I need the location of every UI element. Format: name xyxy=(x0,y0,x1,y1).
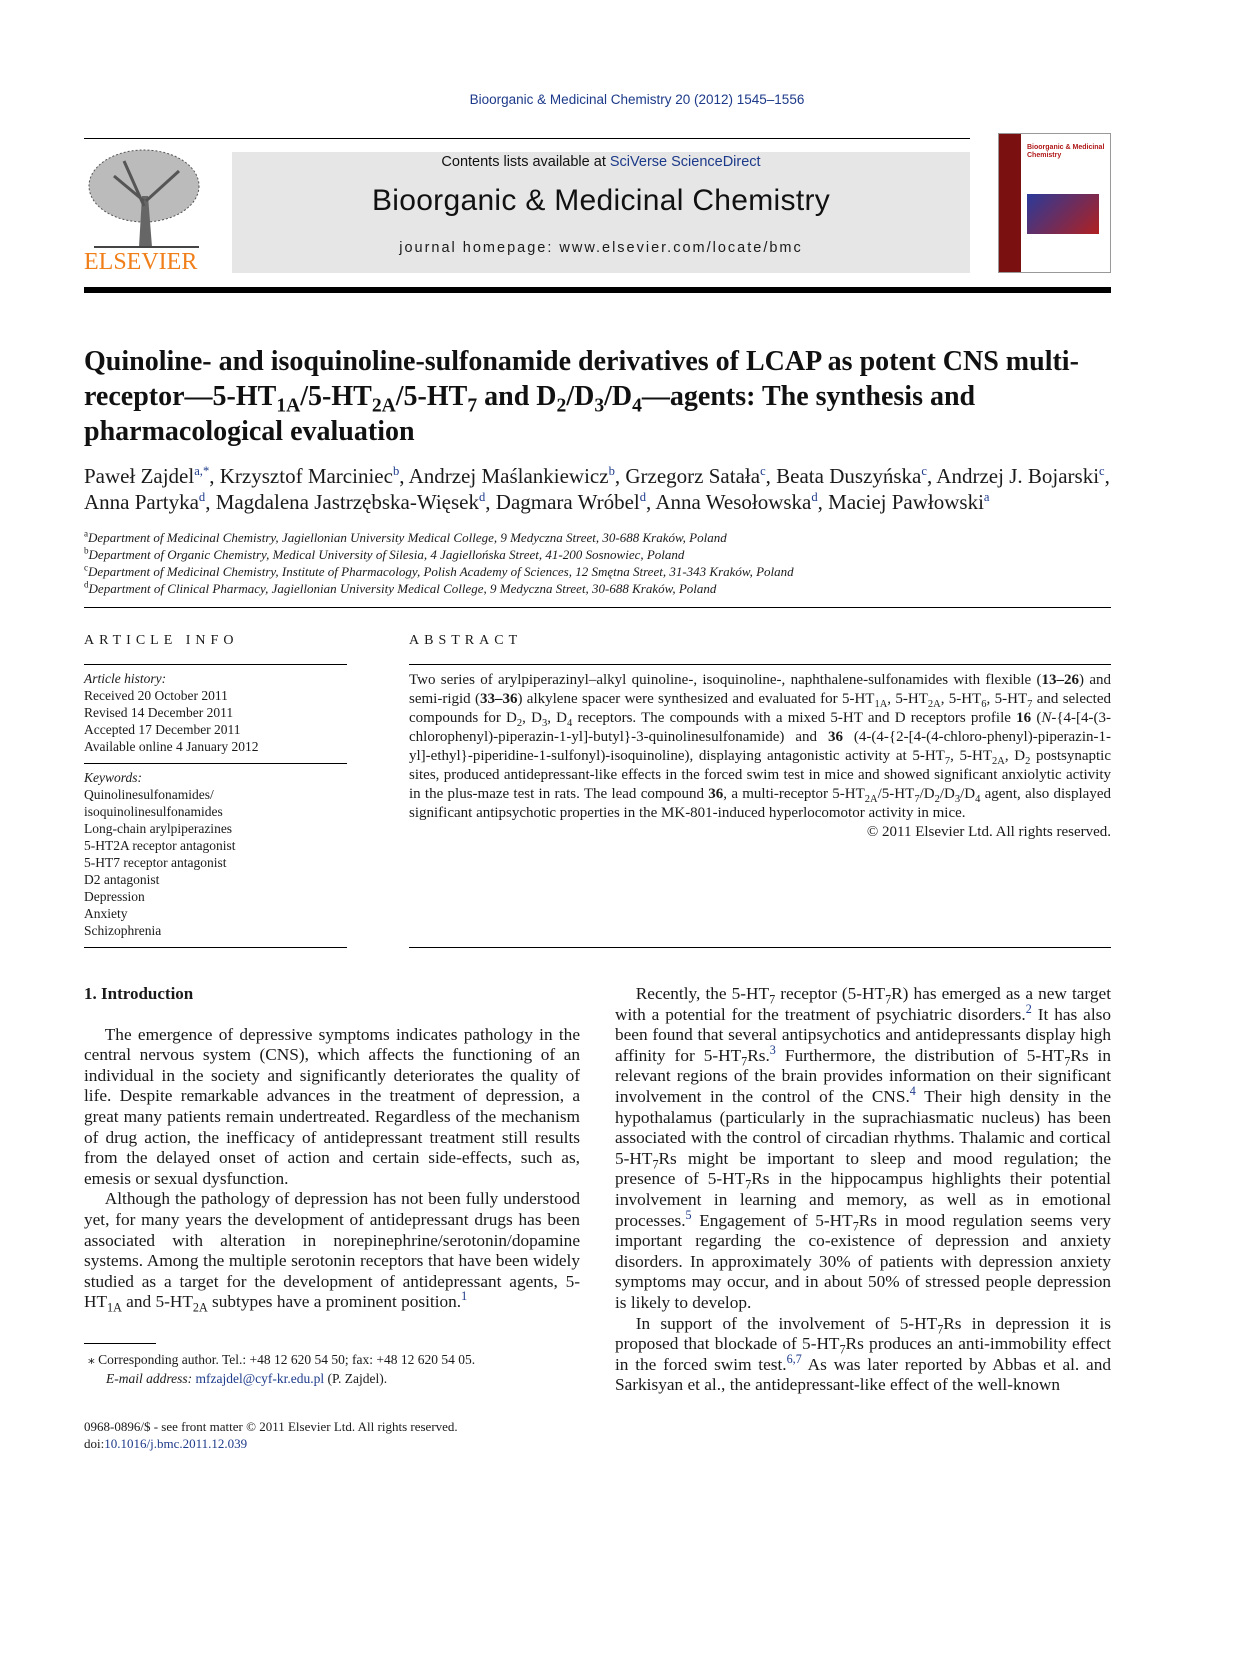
corresponding-author: ⁎ Corresponding author. Tel.: +48 12 620 54 50; fax: +48 12 620 54 05. xyxy=(88,1351,476,1367)
issn: 0968-0896/$ - see front matter © 2011 Elsevier Ltd. All rights reserved. xyxy=(84,1418,458,1434)
journal-title: Bioorganic & Medicinal Chemistry xyxy=(371,184,831,217)
abstract-heading: ABSTRACT xyxy=(409,633,523,648)
article-history: Article history: Received 20 October 2011 Revised 14 December 2011 Accepted 17 December 2011 Available online 4 January 2012 xyxy=(84,671,259,754)
body-left-column xyxy=(84,984,580,1452)
publisher-name: ELSEVIER xyxy=(84,249,198,275)
author-list: Paweł Zajdel$^{a,*}$, Krzysztof Marciniec$^b$, Andrzej Maślankiewicz$^b$, Grzegorz Satała$^c$, Beata Duszyńska$^c$, Andrzej J. Bojarski$^c$, Anna Partyka$^d$, Magdalena Jastrzębska-Więsek$^d$, Dagmara Wróbel$^d$, Anna Wesołowska$^d$, Maciej Pawłowski$^a$ xyxy=(84,464,1110,514)
cover-image xyxy=(1027,194,1099,234)
article-content xyxy=(84,344,1111,1452)
copyright: © 2011 Elsevier Ltd. All rights reserved. xyxy=(866,824,1111,840)
divider xyxy=(84,607,1111,608)
elsevier-logo[interactable] xyxy=(84,146,204,276)
abstract-section xyxy=(409,632,1111,948)
article-body xyxy=(84,984,1111,1452)
divider xyxy=(84,138,970,139)
footnote: ⁎ Corresponding author. Tel.: +48 12 620 54 50; fax: +48 12 620 54 05. E-mail address: mfzajdel@cyf-kr.edu.pl (P. Zajdel). xyxy=(84,1350,580,1388)
journal-reference[interactable]: Bioorganic & Medicinal Chemistry 20 (2012) 1545–1556 xyxy=(469,92,805,107)
affiliation-d: $^d$Department of Clinical Pharmacy, Jagiellonian University Medical College, 9 Medyczna Street, 30-688 Kraków, Poland xyxy=(84,579,717,596)
keywords: Keywords: Quinolinesulfonamides/ isoquinolinesulfonamides Long-chain arylpiperazines 5-HT2A receptor antagonist 5-HT7 receptor antagonist D2 antagonist Depression Anxiety Schizophrenia xyxy=(84,770,236,938)
section-heading: 1. Introduction xyxy=(84,984,194,1003)
article-info-heading: ARTICLE INFO xyxy=(84,633,239,648)
abstract xyxy=(409,665,1111,842)
affiliation-a: $^a$Department of Medicinal Chemistry, Jagiellonian University Medical College, 9 Medyczna Street, 30-688 Kraków, Poland xyxy=(84,528,727,545)
paragraph: In support of the involvement of $5-HT_7Rs$ in depression it is proposed that blockade of $5-HT_7Rs$ produces an anti-immobility effect in the forced swim test.$^{6,7}$ As was later reported by Abbas et al. and Sarkisyan et al., the antidepressant-like effect of the well-known xyxy=(615,1313,1112,1395)
tree-logo-icon xyxy=(84,146,204,250)
cover-title: Bioorganic & Medicinal Chemistry xyxy=(1027,144,1105,159)
bottom-info: 0968-0896/$ - see front matter © 2011 Elsevier Ltd. All rights reserved. doi:10.1016/j.bmc.2011.12.039 xyxy=(84,1418,580,1452)
info-row xyxy=(84,632,1111,948)
spacer xyxy=(409,842,1111,947)
article-title: Quinoline- and isoquinoline-sulfonamide derivatives of LCAP as potent CNS multi-$receptor—5-HT_{1A}/5-HT_{2A}/5-HT_7$ and $D_2/D_3/D_4—agents$: The synthesis and pharmacological evaluation xyxy=(84,346,1079,447)
affiliation-b: $^b$Department of Organic Chemistry, Medical University of Silesia, 4 Jagiellońska Street, 41-200 Sosnowiec, Poland xyxy=(84,545,685,562)
divider xyxy=(84,947,347,948)
paragraph: Although the pathology of depression has not been fully understood yet, for many years the development of antidepressant drugs has been associated with alteration in norepinephrine/serotonin/dopamine systems. Among the multiple serotonin receptors that have been widely studied as a target for the development of antidepressant agents, $5-HT_{1A}$ and $5-HT_{2A}$ subtypes have a prominent position.$^1$ xyxy=(84,1189,580,1315)
header-rule xyxy=(84,287,1111,293)
abstract-text: Two series of arylpiperazinyl–alkyl quinoline-, isoquinoline-, naphthalene-sulfonamides with flexible (13–26) and semi-rigid (33–36) alkylene spacer were synthesized and evaluated for $5-HT_{1A}$, $5-HT_{2A}$, $5-HT_6$, $5-HT_7$ and selected compounds for $D_2$, $D_3$, $D_4$ receptors. The compounds with a mixed 5-HT and D receptors profile 16 (N-{4-[4-(3-chlorophenyl)-piperazin-1-yl]-butyl}-3-quinolinesulfonamide) and 36 (4-(4-{2-[4-(4-chloro-phenyl)-piperazin-1-yl]-ethyl}-piperidine-1-sulfonyl)-isoquinoline), displaying antagonistic activity at $5-HT_7$, $5-HT_{2A}$, $D_2$ postsynaptic sites, produced antidepressant-like effects in the forced swim test in mice and showed significant anxiolytic activity in the plus-maze test in rats. The lead compound 36, a multi-receptor $5-HT_{2A}/5-HT_7/D_2/D_3/D_4$ agent, also displayed significant antipsychotic properties in the MK-801-induced hyperlocomotor activity in mice. xyxy=(409,672,1112,821)
footnote-rule xyxy=(84,1343,156,1344)
article-info xyxy=(84,632,347,948)
cover-spine xyxy=(999,134,1021,272)
journal-homepage[interactable]: journal homepage: www.elsevier.com/locate/bmc xyxy=(399,240,803,256)
journal-banner xyxy=(232,152,970,273)
doi-link[interactable]: 10.1016/j.bmc.2011.12.039 xyxy=(104,1435,248,1451)
email-link[interactable]: mfzajdel@cyf-kr.edu.pl xyxy=(195,1370,325,1386)
journal-cover[interactable] xyxy=(998,133,1111,273)
sciencedirect-link[interactable]: SciVerse ScienceDirect xyxy=(609,154,761,170)
paragraph: Recently, the $5-HT_7$ receptor $(5-HT_7R)$ has emerged as a new target with a potential for the treatment of psychiatric disorders.$^2$ It has also been found that several antipsychotics and antidepressants display high affinity for $5-HT_7Rs.^3$ Furthermore, the distribution of $5-HT_7Rs$ in relevant regions of the brain provides information on their significant involvement in the control of the CNS.$^4$ Their high density in the hypothalamus (particularly in the suprachiasmatic nucleus) has been associated with the control of circadian rhythms. Thalamic and cortical $5-HT_7Rs$ might be important to sleep and mood regulation; the presence of $5-HT_7Rs$ in the hippocampus highlights their potential involvement in learning and memory, as well as in emotional processes.$^5$ Engagement of $5-HT_7Rs$ in mood regulation seems very important regarding the co-existence of depression and anxiety disorders. In approximately 30% of patients with depression anxiety symptoms may occur, and in about 50% of stressed people depression is likely to develop. xyxy=(615,984,1112,1312)
affiliation-c: $^c$Department of Medicinal Chemistry, Institute of Pharmacology, Polish Academy of Sciences, 12 Smętna Street, 31-343 Kraków, Poland xyxy=(84,562,794,579)
contents-text: Contents lists available at xyxy=(441,154,610,170)
body-right-column xyxy=(615,984,1111,1452)
divider xyxy=(409,947,1111,948)
affiliations xyxy=(84,529,1111,597)
paragraph: The emergence of depressive symptoms indicates pathology in the central nervous system (CNS), which affects the functioning of an individual in the society and significantly deteriorates the quality of life. Despite remarkable advances in the treatment of depression, a great many patients remain undertreated. Regardless of the mechanism of drug action, the inefficacy of antidepressant treatment still results from the delayed onset of action and certain side-effects, such as, emesis or sexual dysfunction. xyxy=(84,1024,580,1188)
